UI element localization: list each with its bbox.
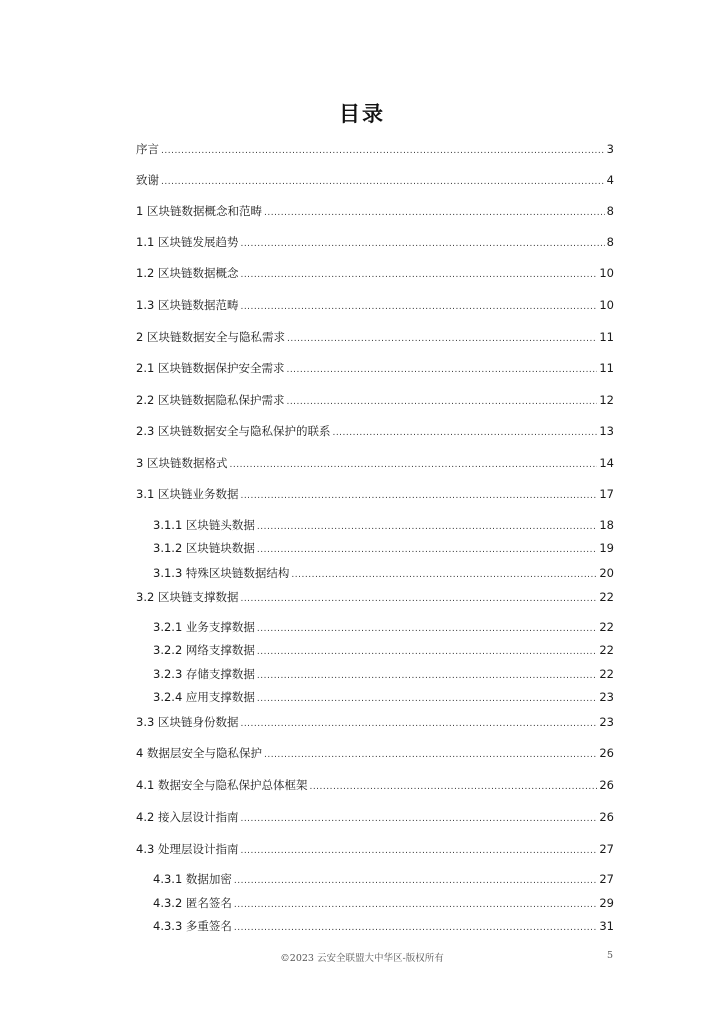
toc-entry-title: 2.3 区块链数据安全与隐私保护的联系 (136, 424, 331, 438)
toc-dot-leader (240, 810, 597, 828)
toc-dot-leader (309, 778, 597, 796)
toc-entry-page: 14 (599, 456, 614, 470)
toc-entry-title: 3.1.2 区块链块数据 (153, 541, 255, 555)
toc-entry-title: 3.2.4 应用支撑数据 (153, 690, 255, 704)
toc-entry-title: 3.2.2 网络支撑数据 (153, 643, 255, 657)
toc-entry[interactable] (136, 171, 614, 189)
toc-dot-leader (161, 173, 605, 191)
toc-dot-leader (257, 643, 597, 661)
toc-dot-leader (264, 204, 605, 222)
toc-entry-page: 27 (599, 872, 614, 886)
toc-dot-leader (240, 298, 597, 316)
toc-dot-leader (257, 690, 597, 708)
toc-entry-title: 致谢 (136, 173, 159, 187)
toc-entry-page: 27 (599, 842, 614, 856)
toc-dot-leader (161, 142, 605, 160)
toc-dot-leader (234, 872, 597, 890)
toc-entry[interactable] (136, 202, 614, 220)
toc-entry-title: 4 数据层安全与隐私保护 (136, 746, 262, 760)
toc-dot-leader (234, 896, 597, 914)
toc-entry-page: 19 (599, 541, 614, 555)
toc-entry-title: 1.3 区块链数据范畴 (136, 298, 239, 312)
toc-entry-page: 20 (599, 566, 614, 580)
toc-entry-page: 11 (599, 330, 614, 344)
toc-entry-title: 2.2 区块链数据隐私保护需求 (136, 393, 285, 407)
toc-entry[interactable] (153, 870, 614, 888)
toc-entry-title: 1 区块链数据概念和范畴 (136, 204, 262, 218)
toc-dot-leader (257, 541, 597, 559)
toc-entry[interactable] (136, 391, 614, 409)
toc-entry-title: 3.1 区块链业务数据 (136, 487, 239, 501)
toc-entry-title: 4.1 数据安全与隐私保护总体框架 (136, 778, 308, 792)
toc-entry-title: 4.3 处理层设计指南 (136, 842, 239, 856)
toc-entry-title: 1.2 区块链数据概念 (136, 266, 239, 280)
toc-entry-page: 22 (599, 620, 614, 634)
toc-entry[interactable] (153, 665, 614, 683)
toc-entry-page: 8 (606, 235, 614, 249)
toc-entry-title: 4.3.2 匿名签名 (153, 896, 232, 910)
toc-dot-leader (286, 393, 597, 411)
toc-entry[interactable] (136, 485, 614, 503)
toc-dot-leader (332, 424, 597, 442)
toc-entry[interactable] (153, 516, 614, 534)
toc-entry-page: 26 (599, 778, 614, 792)
toc-dot-leader (286, 361, 597, 379)
toc-dot-leader (257, 667, 597, 685)
toc-entry-title: 3 区块链数据格式 (136, 456, 228, 470)
toc-entry[interactable] (136, 264, 614, 282)
toc-dot-leader (240, 590, 597, 608)
toc-entry[interactable] (153, 539, 614, 557)
toc-entry-page: 23 (599, 715, 614, 729)
toc-entry-page: 4 (606, 173, 614, 187)
toc-entry-page: 12 (599, 393, 614, 407)
toc-entry-title: 4.2 接入层设计指南 (136, 810, 239, 824)
toc-entry[interactable] (153, 641, 614, 659)
toc-entry[interactable] (136, 140, 614, 158)
toc-entry-page: 29 (599, 896, 614, 910)
toc-dot-leader (240, 266, 597, 284)
toc-entry[interactable] (136, 588, 614, 606)
toc-entry-title: 3.1.3 特殊区块链数据结构 (153, 566, 290, 580)
toc-entry-title: 1.1 区块链发展趋势 (136, 235, 239, 249)
toc-entry-page: 22 (599, 590, 614, 604)
toc-entry-page: 10 (599, 266, 614, 280)
toc-entry-title: 3.2 区块链支撑数据 (136, 590, 239, 604)
toc-dot-leader (240, 235, 604, 253)
toc-dot-leader (287, 330, 597, 348)
toc-entry[interactable] (136, 296, 614, 314)
toc-entry[interactable] (153, 688, 614, 706)
toc-dot-leader (257, 518, 597, 536)
toc-entry-page: 8 (606, 204, 614, 218)
toc-entry[interactable] (153, 894, 614, 912)
toc-entry-title: 3.1.1 区块链头数据 (153, 518, 255, 532)
toc-dot-leader (234, 919, 597, 937)
toc-entry-title: 4.3.1 数据加密 (153, 872, 232, 886)
page-title: 目录 (339, 102, 385, 126)
footer-page-number: 5 (607, 950, 614, 961)
toc-dot-leader (240, 842, 597, 860)
toc-entry-title: 序言 (136, 142, 159, 156)
toc-entry-page: 3 (606, 142, 614, 156)
footer-copyright: ©2023 云安全联盟大中华区-版权所有 (280, 953, 444, 964)
toc-entry-title: 2 区块链数据安全与隐私需求 (136, 330, 285, 344)
toc-entry-page: 22 (599, 643, 614, 657)
toc-entry[interactable] (153, 917, 614, 935)
toc-entry-title: 3.3 区块链身份数据 (136, 715, 239, 729)
toc-dot-leader (240, 487, 597, 505)
toc-entry-page: 26 (599, 746, 614, 760)
toc-dot-leader (257, 620, 597, 638)
toc-entry[interactable] (136, 422, 614, 440)
toc-entry[interactable] (136, 713, 614, 731)
toc-dot-leader (229, 456, 597, 474)
toc-entry-page: 22 (599, 667, 614, 681)
toc-entry-title: 2.1 区块链数据保护安全需求 (136, 361, 285, 375)
toc-entry[interactable] (136, 776, 614, 794)
toc-entry[interactable] (136, 454, 614, 472)
toc-entry[interactable] (153, 618, 614, 636)
toc-entry-page: 26 (599, 810, 614, 824)
toc-entry-title: 3.2.1 业务支撑数据 (153, 620, 255, 634)
toc-entry[interactable] (136, 840, 614, 858)
toc-entry-page: 18 (599, 518, 614, 532)
toc-entry[interactable] (136, 233, 614, 251)
toc-entry-title: 3.2.3 存储支撑数据 (153, 667, 255, 681)
toc-dot-leader (264, 746, 597, 764)
toc-entry[interactable] (153, 564, 614, 582)
toc-entry[interactable] (136, 808, 614, 826)
toc-entry-title: 4.3.3 多重签名 (153, 919, 232, 933)
toc-entry-page: 11 (599, 361, 614, 375)
toc-entry-page: 17 (599, 487, 614, 501)
toc-dot-leader (291, 566, 597, 584)
toc-entry[interactable] (136, 744, 614, 762)
toc-entry-page: 13 (599, 424, 614, 438)
page-footer (0, 950, 724, 966)
toc-entry-page: 31 (599, 919, 614, 933)
toc-entry-page: 23 (599, 690, 614, 704)
toc-entry[interactable] (136, 359, 614, 377)
toc-entry[interactable] (136, 328, 614, 346)
toc-entry-page: 10 (599, 298, 614, 312)
toc-dot-leader (240, 715, 597, 733)
